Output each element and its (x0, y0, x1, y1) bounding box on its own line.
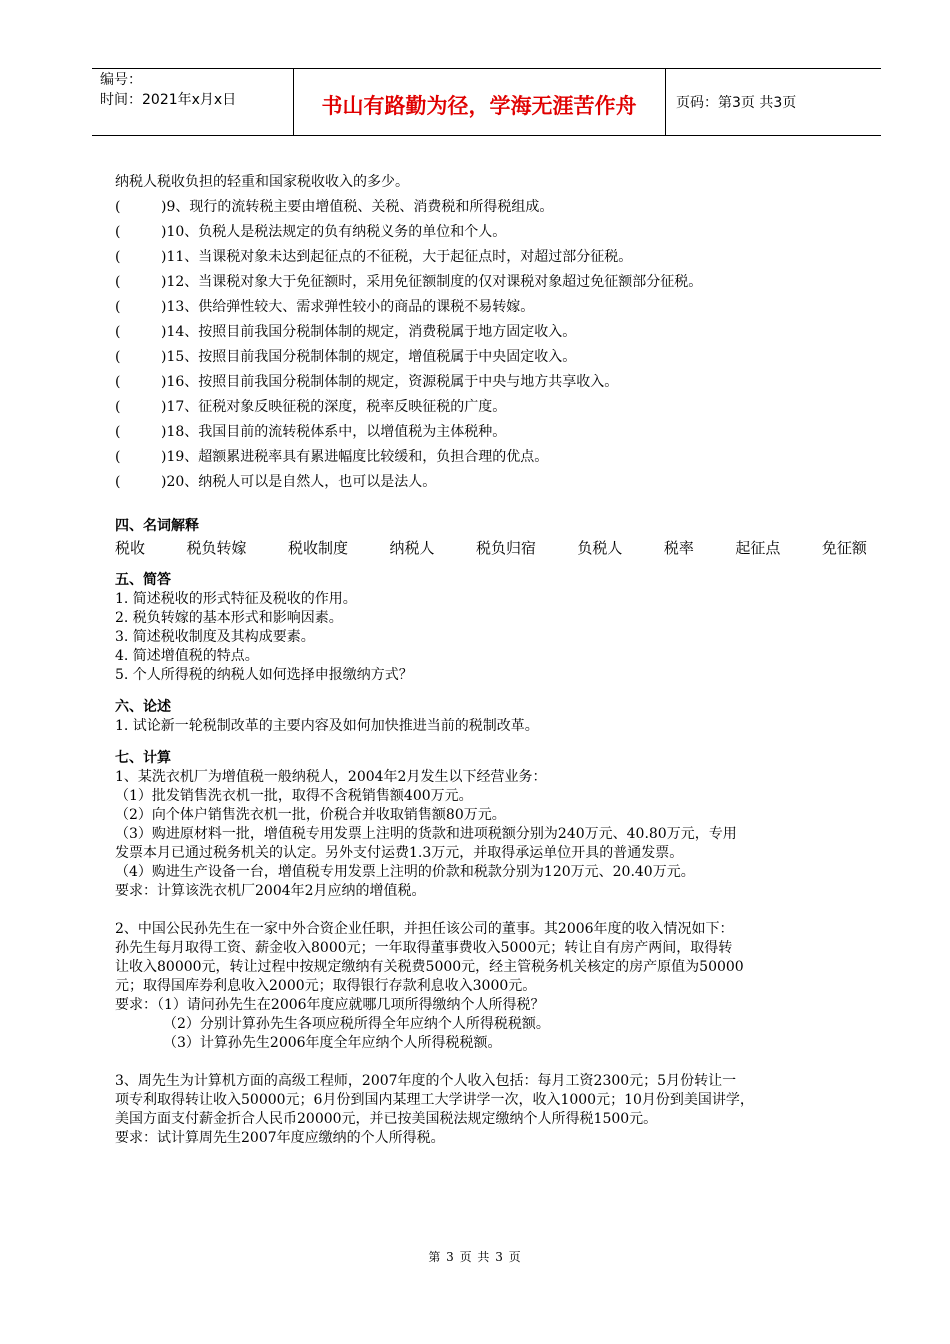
judgement-item (115, 320, 867, 345)
term-item: 税负转嫁 (186, 539, 247, 557)
judgement-text: )19、超额累进税率具有累进幅度比较缓和，负担合理的优点。 (161, 449, 549, 465)
q2-requirement: （3）计算孙先生2006年度全年应纳个人所得税税额。 (163, 1035, 502, 1051)
header-divider-right (665, 68, 666, 135)
header-left-cell (100, 70, 236, 110)
judgement-text: )12、当课税对象大于免征额时，采用免征额制度的仅对课税对象超过免征额部分征税。 (161, 274, 703, 290)
answer-blank[interactable]: ( (115, 224, 121, 240)
essay-item: 1. 试论新一轮税制改革的主要内容及如何加快推进当前的税制改革。 (115, 718, 539, 734)
term-item: 税率 (663, 539, 694, 557)
short-answer-title: 五、简答 (115, 572, 171, 588)
answer-blank[interactable]: ( (115, 274, 121, 290)
q1-line: 发票本月已通过税务机关的认定。另外支付运费1.3万元，并取得承运单位开具的普通发票。 (115, 845, 684, 861)
term-item: 税收 (115, 539, 146, 557)
q3-requirement: 要求：试计算周先生2007年度应缴纳的个人所得税。 (115, 1130, 445, 1146)
term-item: 起征点 (735, 539, 781, 557)
q2-line: 2、中国公民孙先生在一家中外合资企业任职，并担任该公司的董事。其2006年度的收入情况如下： (115, 921, 734, 937)
q2-line: 让收入80000元，转让过程中按规定缴纳有关税费5000元，经主管税务机关核定的房产原值为50000 (115, 959, 744, 975)
answer-blank[interactable]: ( (115, 374, 121, 390)
judgement-text: )11、当课税对象未达到起征点的不征税，大于起征点时，对超过部分征税。 (161, 249, 633, 265)
judgement-text: )17、征税对象反映征税的深度，税率反映征税的广度。 (161, 399, 507, 415)
judgement-text: )15、按照目前我国分税制体制的规定，增值税属于中央固定收入。 (161, 349, 577, 365)
judgement-item (115, 195, 867, 220)
answer-blank[interactable]: ( (115, 449, 121, 465)
q2-requirement: 要求：（1）请问孙先生在2006年度应就哪几项所得缴纳个人所得税？ (115, 997, 545, 1013)
header-bottom-rule (92, 135, 881, 136)
document-body (115, 170, 867, 1148)
header-top-rule (92, 68, 881, 69)
term-item: 负税人 (577, 539, 623, 557)
judgement-item (115, 445, 867, 470)
short-answer-item: 1. 简述税收的形式特征及税收的作用。 (115, 591, 357, 607)
judgement-item (115, 270, 867, 295)
answer-blank[interactable]: ( (115, 249, 121, 265)
judgement-text: )16、按照目前我国分税制体制的规定，资源税属于中央与地方共享收入。 (161, 374, 619, 390)
essay-title: 六、论述 (115, 699, 171, 715)
judgement-text: )14、按照目前我国分税制体制的规定，消费税属于地方固定收入。 (161, 324, 577, 340)
judgement-item (115, 345, 867, 370)
judgement-continuation: 纳税人税收负担的轻重和国家税收收入的多少。 (115, 174, 409, 190)
answer-blank[interactable]: ( (115, 474, 121, 490)
calc-question-3 (115, 1072, 867, 1148)
header-motto: 书山有路勤为径，学海无涯苦作舟 (321, 94, 637, 118)
answer-blank[interactable]: ( (115, 349, 121, 365)
page-footer: 第 3 页 共 3 页 (428, 1250, 522, 1264)
terms-title: 四、名词解释 (115, 518, 199, 534)
answer-blank[interactable]: ( (115, 299, 121, 315)
short-answer-item: 2. 税负转嫁的基本形式和影响因素。 (115, 610, 343, 626)
judgement-item (115, 245, 867, 270)
calc-title: 七、计算 (115, 750, 171, 766)
judgement-text: )13、供给弹性较大、需求弹性较小的商品的课税不易转嫁。 (161, 299, 535, 315)
judgement-list (115, 195, 867, 495)
calc-question-1 (115, 768, 867, 901)
term-item: 税收制度 (287, 539, 348, 557)
judgement-item (115, 470, 867, 495)
short-answer-item: 5. 个人所得税的纳税人如何选择申报缴纳方式？ (115, 667, 413, 683)
q1-requirement: 要求：计算该洗衣机厂2004年2月应纳的增值税。 (115, 883, 426, 899)
essay-list (115, 717, 867, 736)
q1-line: （2）向个体户销售洗衣机一批，价税合并收取销售额80万元。 (115, 807, 506, 823)
judgement-text: )18、我国目前的流转税体系中，以增值税为主体税种。 (161, 424, 507, 440)
q2-line: 元；取得国库券利息收入2000元；取得银行存款利息收入3000元。 (115, 978, 537, 994)
judgement-item (115, 220, 867, 245)
term-item: 纳税人 (389, 539, 435, 557)
q1-line: （3）购进原材料一批，增值税专用发票上注明的货款和进项税额分别为240万元、40.80万元，专用 (115, 826, 737, 842)
time-label: 时间：2021年x月x日 (100, 92, 237, 108)
judgement-text: )9、现行的流转税主要由增值税、关税、消费税和所得税组成。 (161, 199, 554, 215)
judgement-text: )20、纳税人可以是自然人，也可以是法人。 (161, 474, 437, 490)
q1-line: （1）批发销售洗衣机一批，取得不含税销售额400万元。 (115, 788, 473, 804)
answer-blank[interactable]: ( (115, 399, 121, 415)
q2-requirement: （2）分别计算孙先生各项应税所得全年应纳个人所得税税额。 (163, 1016, 550, 1032)
header-page-label: 页码：第3页 共3页 (676, 95, 797, 111)
q2-line: 孙先生每月取得工资、薪金收入8000元；一年取得董事费收入5000元；转让自有房产两间，取得转 (115, 940, 733, 956)
judgement-item (115, 395, 867, 420)
calc-question-2 (115, 920, 867, 1053)
short-answer-item: 3. 简述税收制度及其构成要素。 (115, 629, 315, 645)
term-item: 税负归宿 (475, 539, 536, 557)
answer-blank[interactable]: ( (115, 424, 121, 440)
judgement-item (115, 295, 867, 320)
q1-intro: 1、某洗衣机厂为增值税一般纳税人，2004年2月发生以下经营业务： (115, 769, 547, 785)
number-label: 编号： (100, 72, 142, 88)
q3-line: 美国方面支付薪金折合人民币20000元，并已按美国税法规定缴纳个人所得税1500元。 (115, 1111, 658, 1127)
short-answer-item: 4. 简述增值税的特点。 (115, 648, 259, 664)
answer-blank[interactable]: ( (115, 324, 121, 340)
judgement-item (115, 370, 867, 395)
terms-list (115, 537, 867, 559)
q1-line: （4）购进生产设备一台，增值税专用发票上注明的价款和税款分别为120万元、20.40万元。 (115, 864, 695, 880)
q3-line: 3、周先生为计算机方面的高级工程师，2007年度的个人收入包括：每月工资2300元；5月份转让一 (115, 1073, 737, 1089)
term-item: 免征额 (821, 539, 867, 557)
short-answer-list (115, 590, 867, 685)
answer-blank[interactable]: ( (115, 199, 121, 215)
judgement-item (115, 420, 867, 445)
q3-line: 项专利取得转让收入50000元；6月份到国内某理工大学讲学一次，收入1000元；10月份到美国讲学， (115, 1092, 754, 1108)
judgement-text: )10、负税人是税法规定的负有纳税义务的单位和个人。 (161, 224, 507, 240)
